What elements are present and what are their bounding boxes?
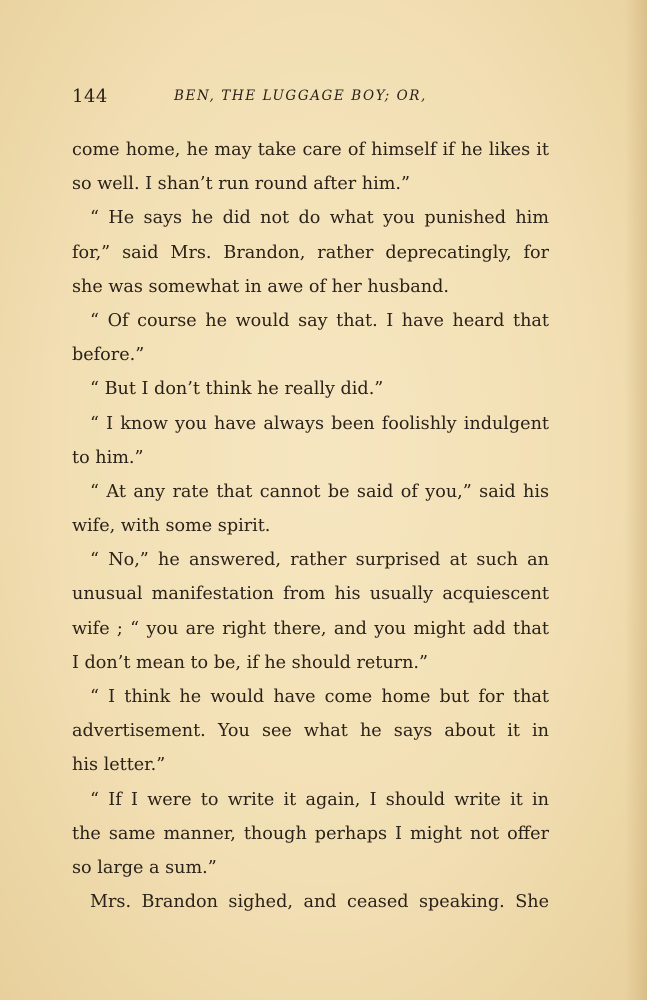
text-line: I don’t mean to be, if he should return.” — [72, 652, 428, 673]
text-line: “ I think he would have come home but for that — [90, 687, 549, 707]
text-line: so well. I shan’t run round after him.” — [72, 174, 411, 195]
text-line: the same manner, though perhaps I might not offer — [72, 823, 549, 844]
text-line: his letter.” — [72, 755, 166, 776]
text-line: come home, he may take care of himself if he likes it — [72, 140, 549, 160]
text-line: “ He says he did not do what you punished him — [90, 208, 549, 229]
text-line: “ Of course he would say that. I have heard that — [90, 310, 549, 331]
text-line: for,” said Mrs. Brandon, rather deprecatingly, for — [72, 242, 549, 263]
text-line: “ But I don’t think he really did.” — [90, 379, 384, 400]
body-text — [72, 133, 549, 919]
page-number: 144 — [72, 86, 108, 107]
text-line: wife, with some spirit. — [72, 516, 271, 537]
text-line: before.” — [72, 345, 145, 366]
text-line: so large a sum.” — [72, 857, 217, 878]
text-line: advertisement. You see what he says about it in — [72, 721, 549, 742]
text-line: to him.” — [72, 447, 144, 468]
text-line: Mrs. Brandon sighed, and ceased speaking. She — [90, 892, 549, 913]
text-line: “ I know you have always been foolishly indulgent — [90, 413, 549, 434]
text-line: unusual manifestation from his usually acquiescent — [72, 584, 549, 605]
running-title: BEN, THE LUGGAGE BOY; OR, — [174, 88, 427, 104]
page-header — [72, 86, 552, 112]
text-line: wife ; “ you are right there, and you might add that — [72, 618, 549, 639]
text-line: she was somewhat in awe of her husband. — [72, 276, 449, 297]
text-line: “ No,” he answered, rather surprised at such an — [90, 550, 549, 571]
text-line: “ At any rate that cannot be said of you,” said his — [90, 481, 549, 502]
text-line: “ If I were to write it again, I should write it in — [90, 789, 549, 810]
